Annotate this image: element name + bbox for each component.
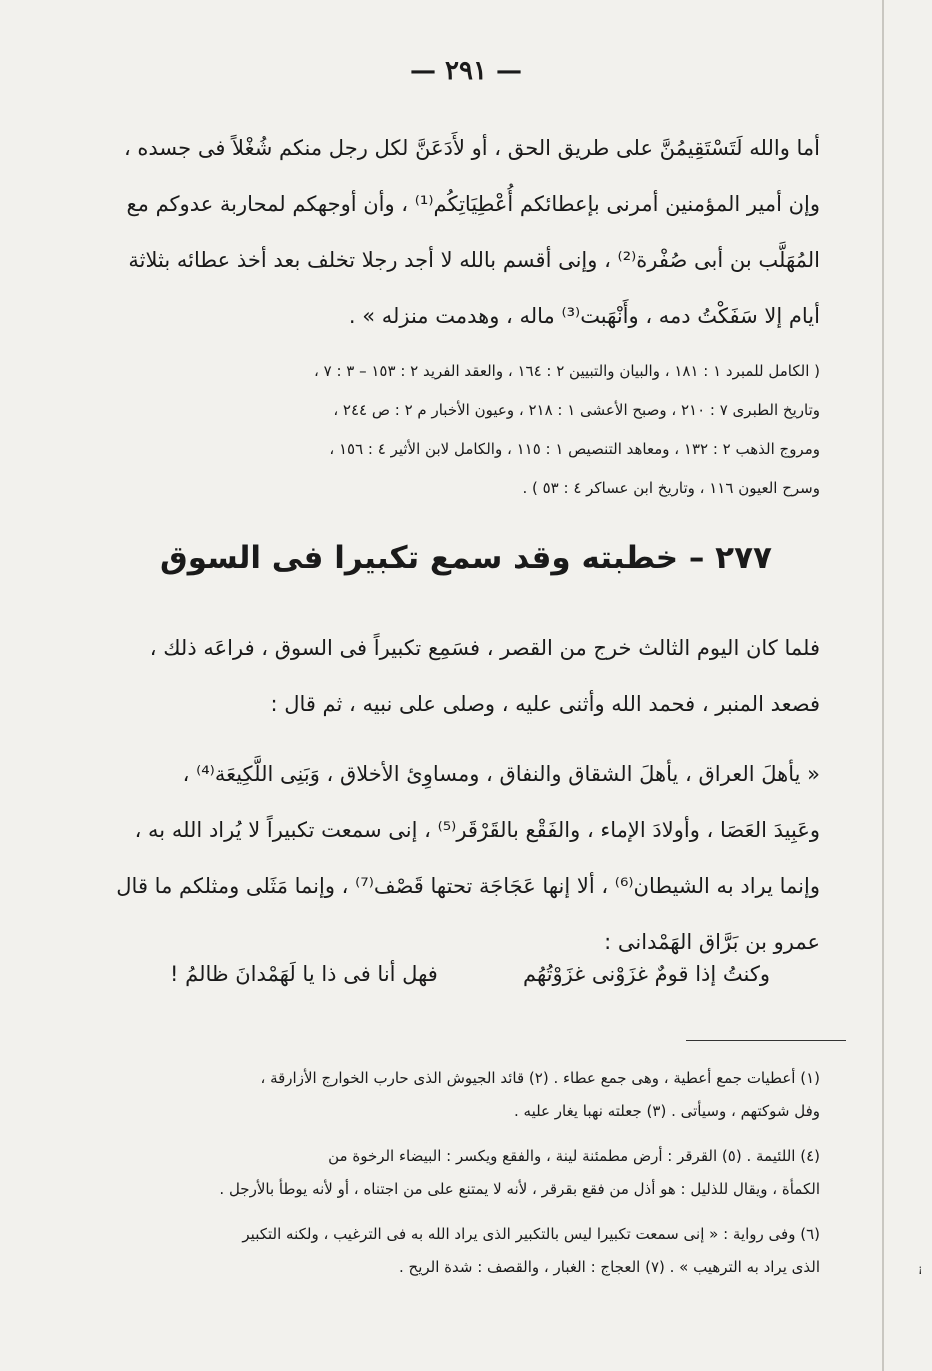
text-line: فصعد المنبر ، فحمد الله وأثنى عليه ، وصلى على نبيه ، ثم قال : — [270, 692, 820, 716]
text-line: عمرو بن بَرَّاق الهَمْدانى : — [604, 930, 820, 954]
source-line: وتاريخ الطبرى ٧ : ٢١٠ ، وصبح الأعشى ١ : ٢١٨ ، وعيون الأخبار م ٢ : ص ٢٤٤ ، — [333, 401, 820, 419]
margin-ink-mark: ꜟ — [918, 1258, 923, 1279]
verse-first-hemistich: وكنتُ إذا قومٌ غزَوْنى غزَوْتُهُم — [523, 962, 770, 986]
footnote-line: وفل شوكتهم ، وسيأتى . (٣) جعلته نهبا يغار عليه . — [513, 1102, 820, 1120]
footnote-line: (٤) اللئيمة . (٥) القرقر : أرض مطمئنة لينة ، والفقع ويكسر : البيضاء الرخوة من — [328, 1147, 820, 1165]
section-title: ٢٧٧ – خطبته وقد سمع تكبيرا فى السوق — [160, 540, 772, 576]
text-line: المُهَلَّب بن أبى صُفْرة⁽²⁾ ، وإنى أقسم بالله لا أجد رجلا تخلف بعد أخذ عطائه بثلاثة — [128, 248, 820, 272]
source-line: ومروج الذهب ٢ : ١٣٢ ، ومعاهد التنصيص ١ : ١١٥ ، والكامل لابن الأثير ٤ : ١٥٦ ، — [329, 440, 820, 458]
text-line: « يأهلَ العراق ، يأهلَ الشقاق والنفاق ، ومساوِئ الأخلاق ، وَبَنِى اللَّكِيعَة⁽⁴⁾ ، — [182, 762, 820, 786]
footnote-line: (١) أعطيات جمع أعطية ، وهى جمع عطاء . (٢) قائد الجيوش الذى حارب الخوارج الأزارقة ، — [260, 1069, 820, 1087]
page-edge-line — [882, 0, 884, 1371]
body-text-top — [110, 120, 820, 344]
text-line: فلما كان اليوم الثالث خرج من القصر ، فسَمِع تكبيراً فى السوق ، فراعَه ذلك ، — [149, 636, 820, 660]
footnote-divider — [686, 1040, 846, 1041]
footnotes-block — [100, 1062, 820, 1284]
footnote-line: الكمأة ، ويقال للذليل : هو أذل من فقع بقرقر ، لأنه لا يمتنع على من اجتناه ، أو لأنه يوطأ بالأرجل . — [219, 1180, 820, 1198]
source-line: ( الكامل للمبرد ١ : ١٨١ ، والبيان والتبيين ٢ : ١٦٤ ، والعقد الفريد ٢ : ١٥٣ – ٣ : ٧ ، — [314, 362, 820, 380]
text-line: أما والله لَتَسْتَقِيمُنَّ على طريق الحق ، أو لأَدَعَنَّ لكل رجل منكم شُغْلاً فى جسده ، — [123, 136, 820, 160]
text-line: وإنما يراد به الشيطان⁽⁶⁾ ، ألا إنها عَجَاجَة تحتها قَصْف⁽⁷⁾ ، وإنما مَثَلى ومثلكم ما قال — [116, 874, 820, 898]
source-line: وسرح العيون ١١٦ ، وتاريخ ابن عساكر ٤ : ٥٣ ) . — [522, 479, 820, 497]
sources-block — [120, 352, 820, 508]
footnote-line: (٦) وفى رواية : « إنى سمعت تكبيرا ليس بالتكبير الذى يراد الله به فى الترغيب ، ولكنه التكبير — [242, 1225, 820, 1243]
verse-second-hemistich: فهل أنا فى ذا يا لَهَمْدانَ ظالمُ ! — [170, 962, 438, 986]
body-text-bottom — [110, 620, 820, 970]
text-line: أيام إلا سَفَكْتُ دمه ، وأَنْهَبت⁽³⁾ ماله ، وهدمت منزله » . — [348, 304, 820, 328]
page-number: — ٢٩١ — — [409, 56, 523, 86]
text-line: وإن أمير المؤمنين أمرنى بإعطائكم أُعْطِيَاتِكُم⁽¹⁾ ، وأن أوجهكم لمحاربة عدوكم مع — [126, 192, 820, 216]
poem-verse — [170, 962, 770, 986]
text-line: وعَبِيدَ العَصَا ، وأولادَ الإماء ، والفَقْع بالقَرْقَر⁽⁵⁾ ، إنى سمعت تكبيراً لا يُراد الله به ، — [134, 818, 820, 842]
footnote-line: الذى يراد به الترهيب » . (٧) العجاج : الغبار ، والقصف : شدة الريح . — [398, 1258, 820, 1276]
